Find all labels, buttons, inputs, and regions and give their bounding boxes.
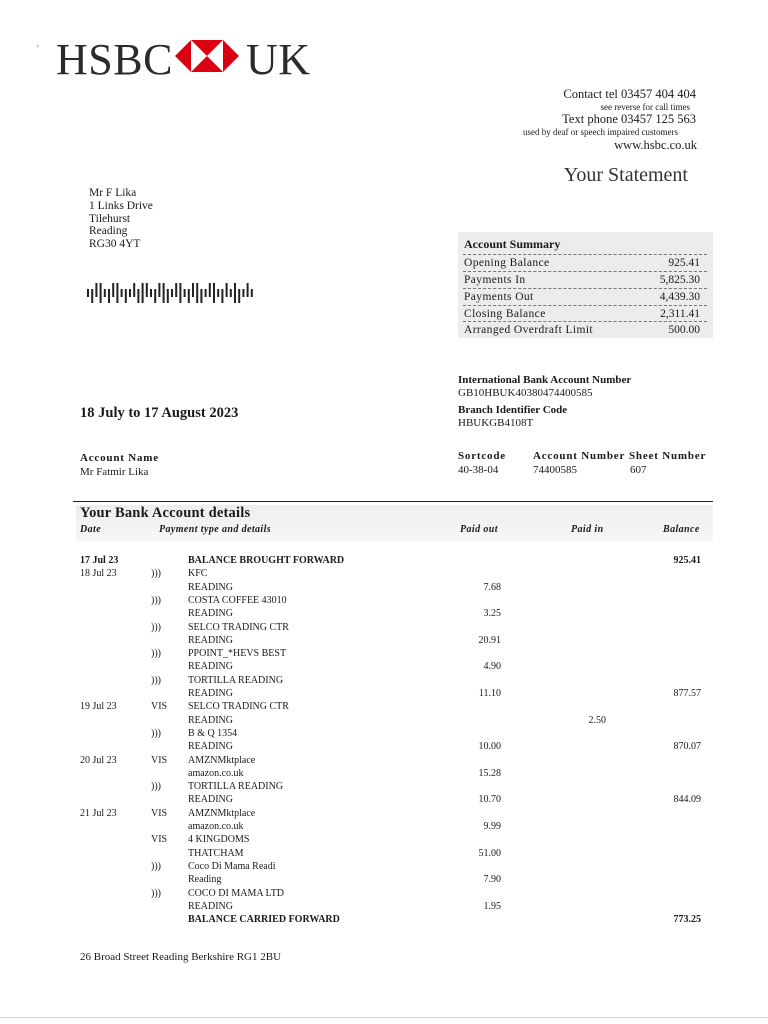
tx-date: 17 Jul 23: [80, 555, 119, 566]
address-line: 1 Links Drive: [89, 199, 153, 212]
contact-text-phone: Text phone 03457 125 563: [562, 112, 696, 126]
tx-description: COSTA COFFEE 43010: [188, 594, 287, 606]
branch-address: 26 Broad Street Reading Berkshire RG1 2BU: [80, 951, 282, 963]
details-divider: [73, 501, 713, 502]
col-header-paid-in: Paid in: [571, 524, 604, 535]
postal-barcode-icon: [87, 283, 257, 303]
contact-text-phone-note: used by deaf or speech impaired customers: [523, 127, 678, 137]
address-line: RG30 4YT: [89, 238, 141, 251]
tx-balance: 925.41: [673, 555, 701, 566]
tx-description: PPOINT_*HEVS BEST: [188, 648, 287, 660]
statement-period: 18 July to 17 August 2023: [80, 405, 239, 421]
tx-type: ))): [151, 674, 161, 686]
tx-description: 4 KINGDOMS: [188, 834, 250, 846]
account-number-value: 74400585: [533, 464, 577, 476]
tx-description: Reading: [188, 874, 222, 886]
tx-description: BALANCE BROUGHT FORWARD: [188, 555, 345, 566]
tx-description: READING: [188, 741, 233, 753]
summary-value: 4,439.30: [659, 291, 700, 303]
hsbc-hexagon-logo-icon: [175, 40, 239, 72]
summary-label: Payments Out: [464, 291, 534, 303]
address-line: Tilehurst: [89, 212, 131, 225]
tx-balance: 773.25: [673, 914, 701, 926]
tx-description: READING: [188, 714, 233, 726]
summary-value: 500.00: [668, 324, 700, 336]
tx-paid-out: 20.91: [478, 634, 501, 646]
tx-description: TORTILLA READING: [188, 674, 284, 686]
sheet-number-value: 607: [630, 464, 647, 476]
bic-value: HBUKGB4108T: [458, 417, 534, 429]
statement-title: Your Statement: [563, 164, 688, 186]
tx-paid-out: 3.25: [483, 608, 501, 620]
tx-date: 21 Jul 23: [80, 807, 117, 819]
tx-description: READING: [188, 661, 233, 673]
tx-paid-in: 2.50: [588, 714, 606, 726]
address-line: Reading: [89, 225, 128, 238]
tx-paid-out: 7.90: [483, 874, 501, 886]
tx-type: ))): [151, 860, 161, 872]
logo-hsbc-text: HSBC: [56, 35, 173, 84]
tx-paid-out: 10.70: [478, 794, 501, 806]
page-edge: [0, 1017, 768, 1018]
tx-paid-out: 9.99: [483, 821, 501, 832]
iban-value: GB10HBUK40380474400585: [458, 387, 593, 399]
contact-website: www.hsbc.co.uk: [614, 138, 697, 152]
account-name-label: Account Name: [80, 452, 159, 464]
tx-description: READING: [188, 688, 233, 699]
sortcode-label: Sortcode: [458, 450, 506, 462]
tx-type: ))): [151, 887, 161, 899]
tx-description: READING: [188, 634, 233, 646]
tx-description: COCO DI MAMA LTD: [188, 887, 285, 899]
col-header-paid-out: Paid out: [460, 524, 498, 535]
summary-row-payments-in: [463, 271, 707, 287]
tx-description: READING: [188, 900, 233, 912]
summary-value: 5,825.30: [659, 274, 700, 286]
tx-paid-out: 7.68: [483, 581, 501, 593]
summary-label: Payments In: [464, 274, 526, 286]
tx-type: VIS: [151, 834, 168, 846]
tx-balance: 870.07: [673, 741, 701, 753]
logo-uk-text: UK: [246, 35, 311, 84]
summary-value: 2,311.41: [660, 308, 700, 320]
account-name-value: Mr Fatmir Lika: [80, 466, 149, 478]
tx-type: ))): [151, 727, 161, 739]
tx-description: SELCO TRADING CTR: [188, 621, 289, 633]
tx-paid-out: 11.10: [478, 688, 501, 699]
tx-description: SELCO TRADING CTR: [188, 701, 289, 713]
sheet-number-label: Sheet Number: [629, 450, 707, 462]
tx-description: AMZNMktplace: [188, 807, 256, 819]
summary-label: Closing Balance: [464, 308, 546, 320]
tx-date: 18 Jul 23: [80, 568, 117, 580]
tx-description: Coco Di Mama Readi: [188, 860, 276, 872]
tx-type: VIS: [151, 701, 168, 713]
tx-description: KFC: [188, 568, 208, 580]
tx-type: ))): [151, 621, 161, 633]
summary-value: 925.41: [668, 257, 700, 269]
tx-description: READING: [188, 608, 233, 620]
scan-speck: ': [37, 44, 39, 55]
tx-balance: 877.57: [673, 688, 701, 699]
tx-paid-out: 51.00: [478, 847, 501, 859]
sortcode-value: 40-38-04: [458, 464, 499, 476]
col-header-date: Date: [80, 524, 102, 535]
summary-row-closing: [463, 305, 707, 321]
tx-description: amazon.co.uk: [188, 767, 244, 779]
details-title: Your Bank Account details: [80, 505, 251, 521]
summary-row-opening: [463, 254, 707, 270]
tx-description: THATCHAM: [188, 847, 244, 859]
tx-paid-out: 1.95: [483, 900, 501, 912]
tx-type: VIS: [151, 807, 168, 819]
account-summary-box: [458, 232, 713, 338]
tx-description: READING: [188, 794, 233, 806]
tx-date: 19 Jul 23: [80, 701, 117, 713]
col-header-balance: Balance: [663, 524, 700, 535]
account-number-label: Account Number: [533, 450, 626, 462]
summary-label: Arranged Overdraft Limit: [464, 324, 594, 336]
bic-label: Branch Identifier Code: [458, 404, 568, 416]
tx-description: BALANCE CARRIED FORWARD: [188, 914, 340, 926]
tx-description: TORTILLA READING: [188, 781, 284, 793]
tx-description: B & Q 1354: [188, 727, 238, 739]
summary-row-payments-out: [463, 288, 707, 304]
customer-address: [89, 187, 153, 251]
tx-description: AMZNMktplace: [188, 754, 256, 766]
address-line: Mr F Lika: [89, 187, 137, 199]
tx-paid-out: 4.90: [483, 661, 501, 673]
tx-type: VIS: [151, 754, 168, 766]
summary-label: Opening Balance: [464, 257, 550, 269]
tx-description: amazon.co.uk: [188, 821, 244, 832]
tx-type: ))): [151, 781, 161, 793]
tx-paid-out: 15.28: [478, 767, 501, 779]
contact-tel: Contact tel 03457 404 404: [563, 87, 696, 101]
col-header-payment: Payment type and details: [159, 524, 272, 535]
tx-date: 20 Jul 23: [80, 754, 117, 766]
tx-balance: 844.09: [673, 794, 701, 806]
tx-type: ))): [151, 648, 161, 660]
contact-tel-note: see reverse for call times: [600, 102, 690, 112]
account-summary-title: Account Summary: [464, 237, 561, 251]
tx-type: ))): [151, 594, 161, 606]
summary-row-overdraft: [463, 321, 707, 337]
tx-description: READING: [188, 581, 233, 593]
tx-type: ))): [151, 568, 161, 580]
iban-label: International Bank Account Number: [458, 374, 632, 386]
tx-paid-out: 10.00: [478, 741, 501, 753]
